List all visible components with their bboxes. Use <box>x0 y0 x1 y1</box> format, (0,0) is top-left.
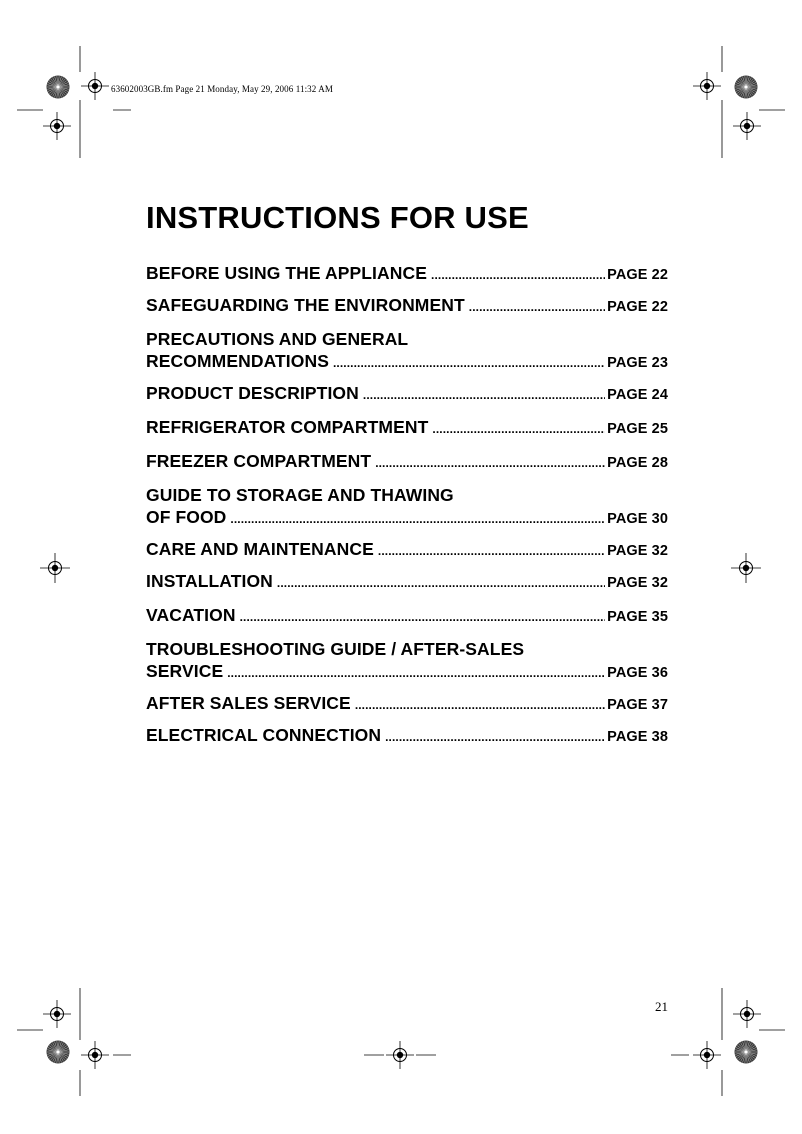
dot-leader <box>333 352 605 374</box>
toc-entry-label: SAFEGUARDING THE ENVIRONMENT <box>146 295 465 315</box>
toc-entry <box>146 692 668 716</box>
dot-leader <box>230 508 605 530</box>
toc-page-ref: PAGE 32 <box>607 543 668 559</box>
registration-crosshair-icon <box>40 553 70 583</box>
toc-entry <box>146 328 668 374</box>
dot-leader <box>240 606 606 628</box>
toc-entry <box>146 638 668 684</box>
toc-page-ref: PAGE 36 <box>607 665 668 681</box>
registration-crosshair-icon <box>43 112 71 140</box>
dot-leader <box>227 662 605 684</box>
toc-page-ref: PAGE 38 <box>607 729 668 745</box>
dot-leader <box>277 572 605 594</box>
dot-leader <box>469 296 605 318</box>
starburst-target-icon <box>47 76 70 99</box>
toc-entry <box>146 382 668 406</box>
toc-entry-label: REFRIGERATOR COMPARTMENT <box>146 417 429 437</box>
registration-crosshair-icon <box>81 1041 109 1069</box>
toc-entry-label-line: TROUBLESHOOTING GUIDE / AFTER-SALES <box>146 639 525 659</box>
dot-leader <box>355 694 605 716</box>
dot-leader <box>378 540 605 562</box>
dot-leader <box>431 264 605 286</box>
toc-entry <box>146 570 668 594</box>
toc-page-ref: PAGE 22 <box>607 267 668 283</box>
toc-entry-label: SERVICE <box>146 661 224 681</box>
toc-entry <box>146 724 668 748</box>
toc-entry-label: ELECTRICAL CONNECTION <box>146 725 382 745</box>
dot-leader <box>385 726 605 748</box>
toc-page-ref: PAGE 22 <box>607 299 668 315</box>
starburst-target-icon <box>47 1041 70 1064</box>
toc-entry-label: OF FOOD <box>146 507 227 527</box>
toc-entry <box>146 416 668 440</box>
toc-page-ref: PAGE 37 <box>607 697 668 713</box>
toc-entry-label: CARE AND MAINTENANCE <box>146 539 374 559</box>
registration-crosshair-icon <box>733 1000 761 1028</box>
toc-entry-label: BEFORE USING THE APPLIANCE <box>146 263 428 283</box>
dot-leader <box>432 418 605 440</box>
toc-page-ref: PAGE 32 <box>607 575 668 591</box>
toc-entry <box>146 450 668 474</box>
registration-crosshair-icon <box>693 1041 721 1069</box>
starburst-target-icon <box>735 76 758 99</box>
toc-entry <box>146 262 668 286</box>
registration-crosshair-icon <box>81 72 109 100</box>
toc-entry-label: RECOMMENDATIONS <box>146 351 329 371</box>
toc-page-ref: PAGE 23 <box>607 355 668 371</box>
toc-entry-label: INSTALLATION <box>146 571 273 591</box>
toc-entry-label-line: GUIDE TO STORAGE AND THAWING <box>146 485 454 505</box>
registration-crosshair-icon <box>386 1041 414 1069</box>
toc-entry <box>146 294 668 318</box>
starburst-target-icon <box>735 1041 758 1064</box>
file-info-header: 63602003GB.fm Page 21 Monday, May 29, 2006 11:32 AM <box>111 84 333 94</box>
dot-leader <box>363 384 605 406</box>
toc-entry-label: AFTER SALES SERVICE <box>146 693 351 713</box>
toc-page-ref: PAGE 30 <box>607 511 668 527</box>
toc-page-ref: PAGE 24 <box>607 387 668 403</box>
registration-crosshair-icon <box>693 72 721 100</box>
toc-entry-label: PRODUCT DESCRIPTION <box>146 383 359 403</box>
toc-entry <box>146 538 668 562</box>
toc-entry <box>146 484 668 530</box>
page-number: 21 <box>655 999 668 1014</box>
registration-crosshair-icon <box>733 112 761 140</box>
toc-entry-label-line: PRECAUTIONS AND GENERAL <box>146 329 409 349</box>
toc-page-ref: PAGE 35 <box>607 609 668 625</box>
registration-crosshair-icon <box>731 553 761 583</box>
toc-entry <box>146 604 668 628</box>
toc-entry-label: VACATION <box>146 605 236 625</box>
page-title: INSTRUCTIONS FOR USE <box>146 200 529 235</box>
toc-page-ref: PAGE 28 <box>607 455 668 471</box>
registration-crosshair-icon <box>43 1000 71 1028</box>
toc-entry-label: FREEZER COMPARTMENT <box>146 451 372 471</box>
dot-leader <box>375 452 605 474</box>
toc-page-ref: PAGE 25 <box>607 421 668 437</box>
